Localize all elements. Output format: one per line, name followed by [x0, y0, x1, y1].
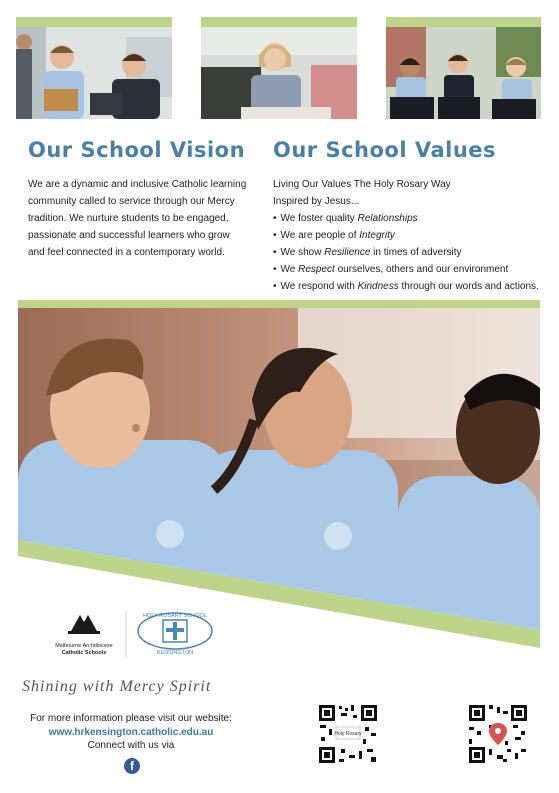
classroom-photo-2 — [201, 27, 357, 119]
vision-heading: Our School Vision — [28, 138, 246, 162]
macs-logo — [50, 607, 220, 662]
value-item: • We show Resilience in times of adversity — [273, 244, 539, 261]
location-qr-code[interactable] — [467, 703, 529, 765]
top-photo-1 — [16, 17, 172, 119]
footer-logos — [50, 607, 220, 662]
vision-line: tradition. We nurture students to be engaged, — [28, 213, 229, 224]
top-photo-2 — [201, 17, 357, 119]
photo-accent-bar — [16, 17, 172, 27]
website-qr-code[interactable] — [317, 703, 379, 765]
vision-line: community called to service through our Mercy — [28, 196, 235, 207]
values-intro — [273, 176, 543, 210]
values-heading: Our School Values — [273, 138, 497, 162]
facebook-icon[interactable]: f — [124, 758, 140, 774]
classroom-photo-1 — [16, 27, 172, 119]
values-list — [273, 210, 539, 295]
photo-accent-bar — [201, 17, 357, 27]
photo-accent-bar — [386, 17, 541, 27]
vision-line: passionate and successful learners who grow — [28, 230, 230, 241]
vision-text — [28, 176, 258, 261]
school-crest-logo — [138, 613, 212, 656]
connect-line: Connect with us via — [87, 740, 175, 751]
value-item: • We Respect ourselves, others and our environment — [273, 261, 539, 278]
tagline: Shining with Mercy Spirit — [22, 678, 212, 695]
vision-line: We are a dynamic and inclusive Catholic learning — [28, 179, 247, 190]
value-item: • We are people of Integrity — [273, 227, 539, 244]
macs-name-line1: Melbourne Archdiocese — [55, 643, 113, 649]
values-intro-line: Living Our Values The Holy Rosary Way — [273, 179, 451, 190]
values-intro-line: Inspired by Jesus... — [273, 196, 360, 207]
macs-name-line2: Catholic Schools — [61, 650, 107, 656]
qr-center-label: Holy Rosary — [334, 731, 362, 737]
school-name-top: HOLY ROSARY SCHOOL — [143, 613, 207, 619]
website-link[interactable]: www.hrkensington.catholic.edu.au — [48, 727, 214, 738]
school-name-bottom: KENSINGTON — [156, 650, 194, 656]
top-photo-3 — [386, 17, 541, 119]
value-item: • We respond with Kindness through our words and actions. — [273, 278, 539, 295]
value-item: • We foster quality Relationships — [273, 210, 539, 227]
info-line: For more information please visit our website: — [30, 713, 232, 724]
vision-line: and feel connected in a contemporary world. — [28, 247, 225, 258]
classroom-photo-3 — [386, 27, 541, 119]
